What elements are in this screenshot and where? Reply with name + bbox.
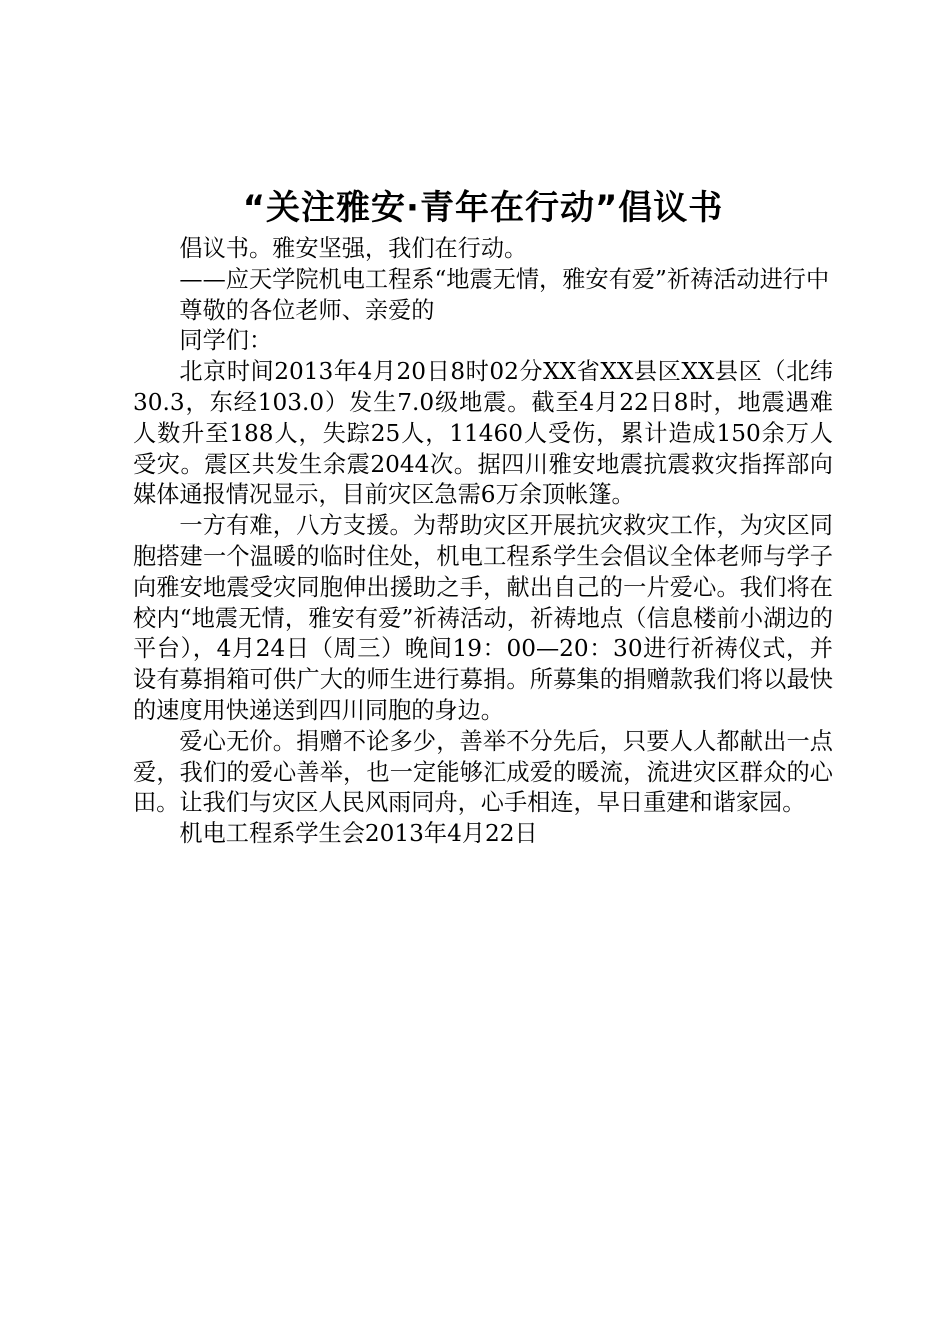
paragraph-subtitle: ——应天学院机电工程系“地震无情，雅安有爱”祈祷活动进行中	[179, 265, 830, 293]
paragraph-salutation-cont: 同学们：	[179, 327, 273, 355]
document-title: “关注雅安·青年在行动”倡议书	[242, 188, 724, 228]
paragraph-intro: 倡议书。雅安坚强，我们在行动。	[179, 235, 528, 262]
document-page	[133, 182, 833, 850]
paragraph-salutation: 尊敬的各位老师、亲爱的	[179, 296, 435, 324]
paragraph-appeal: 一方有难，八方支援。为帮助灾区开展抗灾救灾工作，为灾区同胞搭建一个温暖的临时住处，机电工程系学生会倡议全体老师与学子向雅安地震受灾同胞伸出援助之手，献出自己的一片爱心。我们将在校内“地震无情，雅安有爱”祈祷活动，祈祷地点（信息楼前小湖边的平台），4月24日（周三）晚间19：00—20：30进行祈祷仪式，并设有募捐箱可供广大的师生进行募捐。所募集的捐赠款我们将以最快的速度用快递送到四川同胞的身边。	[133, 512, 833, 724]
paragraph-closing: 爱心无价。捐赠不论多少，善举不分先后，只要人人都献出一点爱，我们的爱心善举，也一定能够汇成爱的暖流，流进灾区群众的心田。让我们与灾区人民风雨同舟，心手相连，早日重建和谐家园。	[133, 727, 833, 817]
paragraph-earthquake-report: 北京时间2013年4月20日8时02分XX省XX县区XX县区（北纬30.3，东经103.0）发生7.0级地震。截至4月22日8时，地震遇难人数升至188人，失踪25人，11460人受伤，累计造成150余万人受灾。震区共发生余震2044次。据四川雅安地震抗震救灾指挥部向媒体通报情况显示，目前灾区急需6万余顶帐篷。	[133, 358, 833, 509]
paragraph-signature: 机电工程系学生会2013年4月22日	[179, 820, 538, 848]
